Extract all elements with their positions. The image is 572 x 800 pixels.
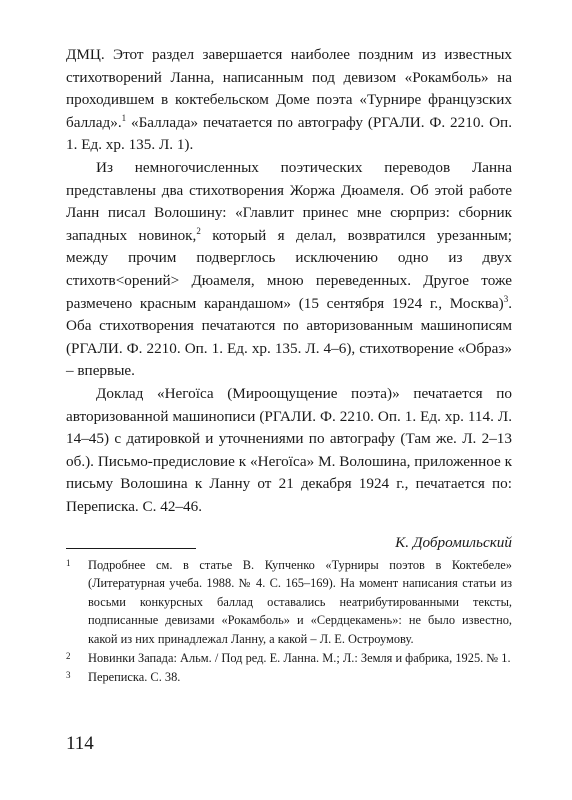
paragraph-1-continuation: «Баллада» печатается по автографу (РГАЛИ. Ф. 2210. Оп. 1. Ед. хр. 135. Л. 1). — [66, 113, 512, 154]
footnote-ref-3: 3 — [503, 293, 509, 304]
footnote-item — [66, 668, 512, 686]
paragraph-1-text: ДМЦ. Этот раздел завершается наиболее поздним из известных стихотворений Ланна, написанным под девизом «Рокамболь» на проходившем в коктебельском Доме поэта «Турнире французских баллад». — [66, 46, 512, 131]
main-text — [66, 44, 512, 518]
author-signature: К. Добромильский — [395, 534, 512, 552]
page-body — [66, 44, 512, 554]
paragraph-1 — [66, 44, 512, 157]
paragraph-2 — [66, 157, 512, 383]
footnote-text: Подробнее см. в статье В. Купченко «Турниры поэтов в Коктебеле» (Литературная учеба. 1988. № 4. С. 165–169). На момент написания статьи из восьми конкурсных баллад оставались неатрибутированными тексты, подписанные девизами «Рокамболь» и «Сердцекамень»: не было известно, какой из них принадлежал Ланну, а какой – Л. Е. Остроумову. — [88, 558, 512, 646]
footnote-ref-1: 1 — [121, 112, 127, 123]
footnote-number: 3 — [66, 670, 71, 681]
paragraph-3: Доклад «Негоïса (Мироощущение поэта)» печатается по авторизованной машинописи (РГАЛИ. Ф. 2210. Оп. 1. Ед. хр. 114. Л. 14–45) с датировкой и уточнениями по автографу (Там же. Л. 2–13 об.). Письмо-предисловие к «Негоïса» М. Волошина, приложенное к письму Волошина к Ланну от 21 декабря 1924 г., печатается по: Переписка. С. 42–46. — [66, 384, 512, 515]
paragraph-2-text-b: который я делал, возвратился урезанным; между прочим подверглось исключению одно из двух стихотв<орений> Дюамеля, мною переведенных. Другое тоже размечено красным карандашом» (15 сентября 1924 г., Москва) — [66, 226, 512, 312]
paragraph-2-text-a: Из немногочисленных поэтических переводов Ланна представлены два стихотворения Жоржа Дюамеля. Об этой работе Ланн писал Волошину: «Главлит принес мне сюрприз: сборник западных новинок, — [66, 158, 512, 244]
paragraph-2-text-c: . Оба стихотворения печатаются по авторизованным машинописям (РГАЛИ. Ф. 2210. Оп. 1. Ед. хр. 135. Л. 4–6), стихотворение «Образ» – впервые. — [66, 294, 512, 380]
footnote-item — [66, 649, 512, 667]
footnote-text: Переписка. С. 38. — [88, 670, 181, 685]
footnote-item — [66, 556, 512, 648]
footnote-number: 1 — [66, 558, 71, 568]
footnote-divider — [66, 548, 196, 549]
footnote-text: Новинки Запада: Альм. / Под ред. Е. Ланна. М.; Л.: Земля и фабрика, 1925. № 1. — [88, 651, 511, 666]
footnotes-section — [66, 548, 512, 688]
footnote-number: 2 — [66, 651, 71, 662]
page-number: 114 — [66, 733, 94, 754]
footnote-ref-2: 2 — [196, 225, 201, 236]
